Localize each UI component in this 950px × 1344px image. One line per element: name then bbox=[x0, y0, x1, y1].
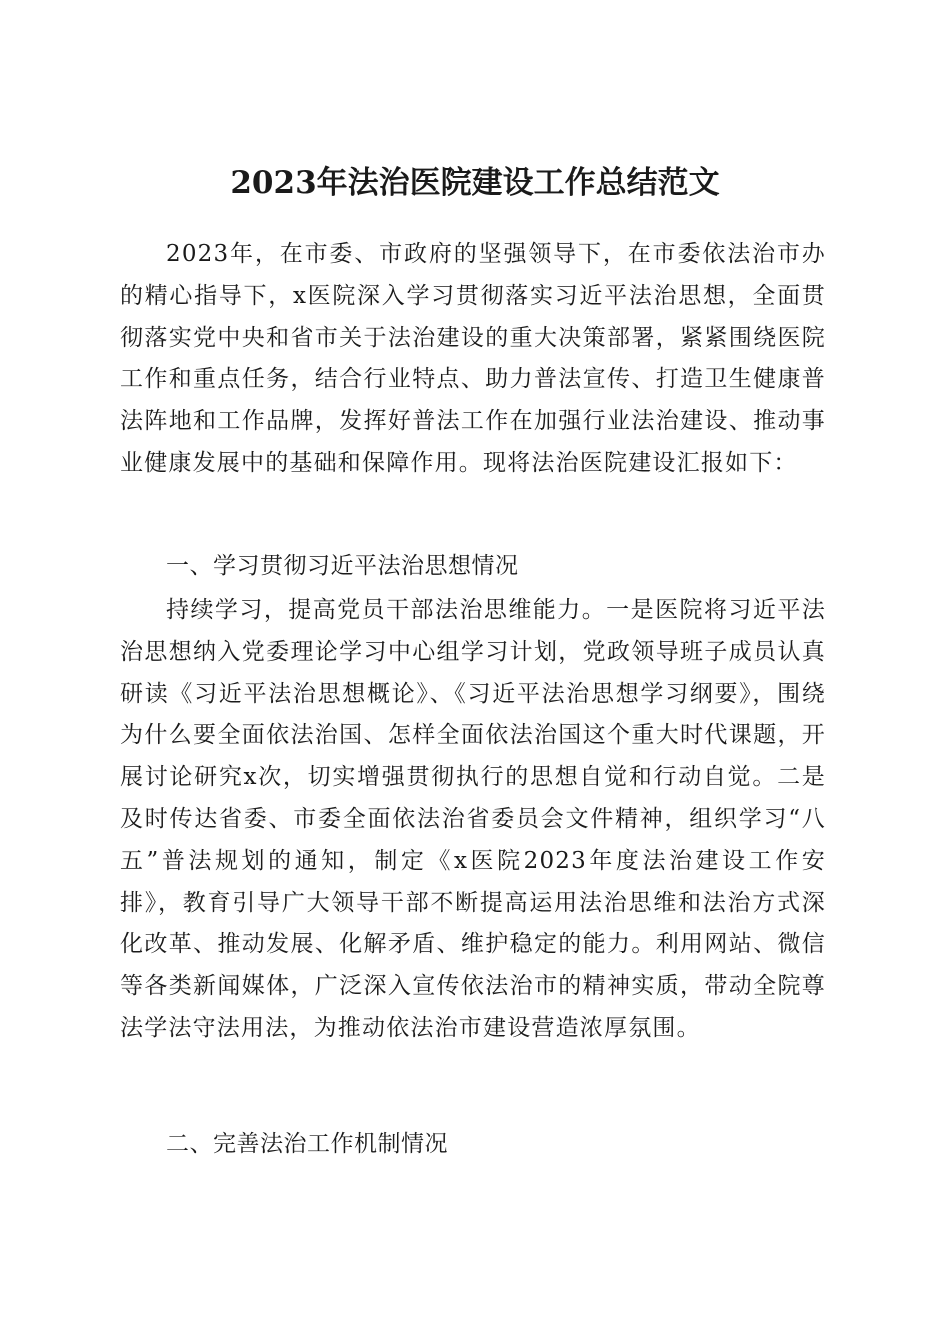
section-2-heading: 二、完善法治工作机制情况 bbox=[166, 1131, 448, 1157]
intro-paragraph: 2023年，在市委、市政府的坚强领导下，在市委依法治市办的精心指导下，x医院深入学习贯彻落实习近平法治思想，全面贯彻落实党中央和省市关于法治建设的重大决策部署，紧紧围绕医院工作和重点任务，结合行业特点、助力普法宣传、打造卫生健康普法阵地和工作品牌，发挥好普法工作在加强行业法治建设、推动事业健康发展中的基础和保障作用。现将法治医院建设汇报如下： bbox=[120, 241, 826, 476]
section-1-heading: 一、学习贯彻习近平法治思想情况 bbox=[166, 553, 519, 579]
document-title: 2023年法治医院建设工作总结范文 bbox=[230, 164, 720, 201]
section-1-paragraph: 持续学习，提高党员干部法治思维能力。一是医院将习近平法治思想纳入党委理论学习中心组学习计划，党政领导班子成员认真研读《习近平法治思想概论》、《习近平法治思想学习纲要》，围绕为什么要全面依法治国、怎样全面依法治国这个重大时代课题，开展讨论研究x次，切实增强贯彻执行的思想自觉和行动自觉。二是及时传达省委、市委全面依法治省委员会文件精神，组织学习“八五”普法规划的通知，制定《x医院2023年度法治建设工作安排》，教育引导广大领导干部不断提高运用法治思维和法治方式深化改革、推动发展、化解矛盾、维护稳定的能力。利用网站、微信等各类新闻媒体，广泛深入宣传依法治市的精神实质，带动全院尊法学法守法用法，为推动依法治市建设营造浓厚氛围。 bbox=[120, 597, 826, 1041]
